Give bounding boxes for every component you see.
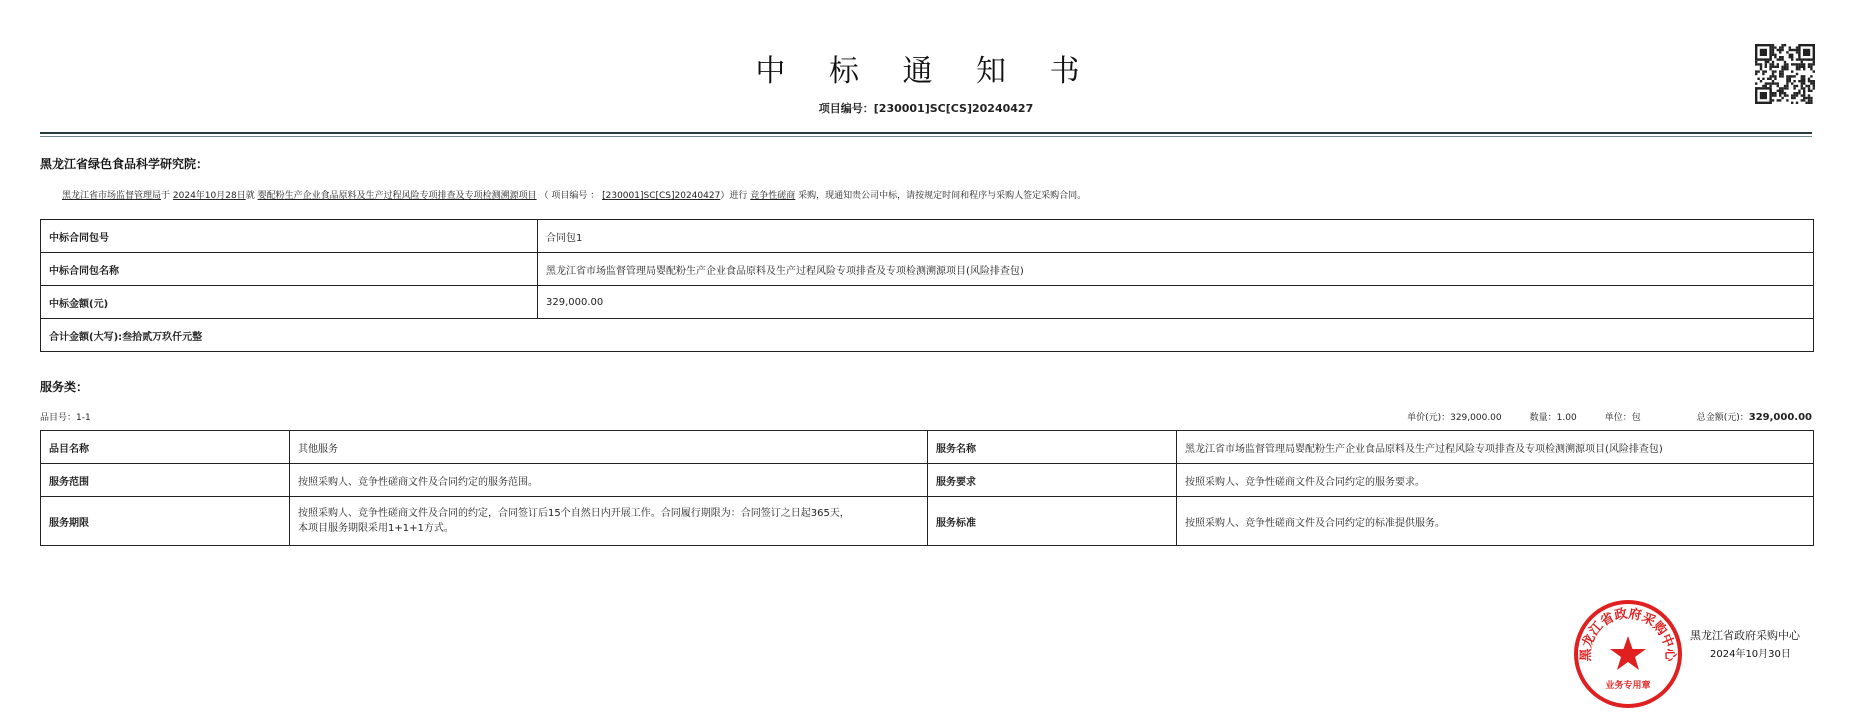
award-value-amount: 329,000.00 xyxy=(538,286,1814,319)
services-table xyxy=(40,430,1814,546)
cell-label-service-scope: 服务范围 xyxy=(41,464,290,497)
project-number: 项目编号：[230001]SC[CS]20240427 xyxy=(818,102,1034,115)
intro-date: 2024年10月28日 xyxy=(172,191,246,201)
cell-label-service-requirement: 服务要求 xyxy=(928,464,1177,497)
award-label-package-no: 中标合同包号 xyxy=(41,220,538,253)
issuer-name: 黑龙江省政府采购中心 xyxy=(1690,629,1800,642)
intro-project: 婴配粉生产企业食品原料及生产过程风险专项排查及专项检测溯源项目 xyxy=(257,191,537,201)
intro-method: 竞争性磋商 xyxy=(750,191,796,201)
table-row xyxy=(41,497,1814,546)
cell-value-service-requirement: 按照采购人、竞争性磋商文件及合同约定的服务要求。 xyxy=(1177,464,1814,497)
cell-label-item-name: 品目名称 xyxy=(41,431,290,464)
seal-text-bottom: 业务专用章 xyxy=(1605,681,1651,691)
table-row xyxy=(41,431,1814,464)
table-row xyxy=(41,220,1814,253)
table-row xyxy=(41,286,1814,319)
cell-label-service-name: 服务名称 xyxy=(928,431,1177,464)
item-number: 品目号：1-1 xyxy=(40,413,91,423)
intro-text-1: 于 xyxy=(161,191,171,201)
document-title: 中 标 通 知 书 xyxy=(755,54,1097,89)
star-icon xyxy=(1610,636,1646,670)
service-period-line-1: 按照采购人、竞争性磋商文件及合同的约定，合同签订后15个自然日内开展工作。合同履行期限为：合同签订之日起365天， xyxy=(298,508,850,519)
intro-text-5: 采购，现通知贵公司中标，请按规定时间和程序与采购人签定采购合同。 xyxy=(798,191,1087,201)
table-row xyxy=(41,253,1814,286)
notice-intro xyxy=(62,188,1086,201)
total-amount-label: 总金额(元)： xyxy=(1696,413,1749,423)
header-divider xyxy=(40,132,1812,134)
service-period-line-2: 本项目服务期限采用1+1+1方式。 xyxy=(298,523,454,534)
award-value-package-no: 合同包1 xyxy=(538,220,1814,253)
official-seal xyxy=(1572,598,1684,710)
header-divider-thin xyxy=(40,136,1812,137)
services-section-title: 服务类： xyxy=(40,380,89,394)
total-amount-value: 329,000.00 xyxy=(1748,412,1812,423)
price-summary xyxy=(1379,410,1812,423)
intro-text-2: 就 xyxy=(245,191,255,201)
recipient-name: 黑龙江省绿色食品科学研究院： xyxy=(40,157,209,171)
cell-value-service-standard: 按照采购人、竞争性磋商文件及合同约定的标准提供服务。 xyxy=(1177,497,1814,546)
intro-text-3: （ 项目编号 ： xyxy=(539,191,600,201)
table-row xyxy=(41,464,1814,497)
award-label-amount: 中标金额(元) xyxy=(41,286,538,319)
unit-price: 单价(元)：329,000.00 xyxy=(1407,413,1502,423)
intro-agency: 黑龙江省市场监督管理局 xyxy=(62,191,162,201)
issue-date: 2024年10月30日 xyxy=(1710,649,1791,660)
intro-text-4: ）进行 xyxy=(720,191,748,201)
unit: 单位：包 xyxy=(1604,413,1641,423)
cell-value-service-period xyxy=(290,497,928,546)
intro-code: [230001]SC[CS]20240427 xyxy=(602,191,721,201)
award-total-uppercase: 合计金额(大写):叁拾贰万玖仟元整 xyxy=(41,319,1814,352)
cell-label-service-period: 服务期限 xyxy=(41,497,290,546)
quantity: 数量：1.00 xyxy=(1529,413,1577,423)
seal-text-top: 黑龙江省政府采购中心 xyxy=(1578,606,1678,662)
table-row xyxy=(41,319,1814,352)
qr-code-icon xyxy=(1755,44,1815,104)
award-label-package-name: 中标合同包名称 xyxy=(41,253,538,286)
cell-label-service-standard: 服务标准 xyxy=(928,497,1177,546)
award-value-package-name: 黑龙江省市场监督管理局婴配粉生产企业食品原料及生产过程风险专项排查及专项检测溯源项目(风险排查包) xyxy=(538,253,1814,286)
cell-value-service-name: 黑龙江省市场监督管理局婴配粉生产企业食品原料及生产过程风险专项排查及专项检测溯源项目(风险排查包) xyxy=(1177,431,1814,464)
award-table xyxy=(40,219,1814,352)
cell-value-service-scope: 按照采购人、竞争性磋商文件及合同约定的服务范围。 xyxy=(290,464,928,497)
cell-value-item-name: 其他服务 xyxy=(290,431,928,464)
